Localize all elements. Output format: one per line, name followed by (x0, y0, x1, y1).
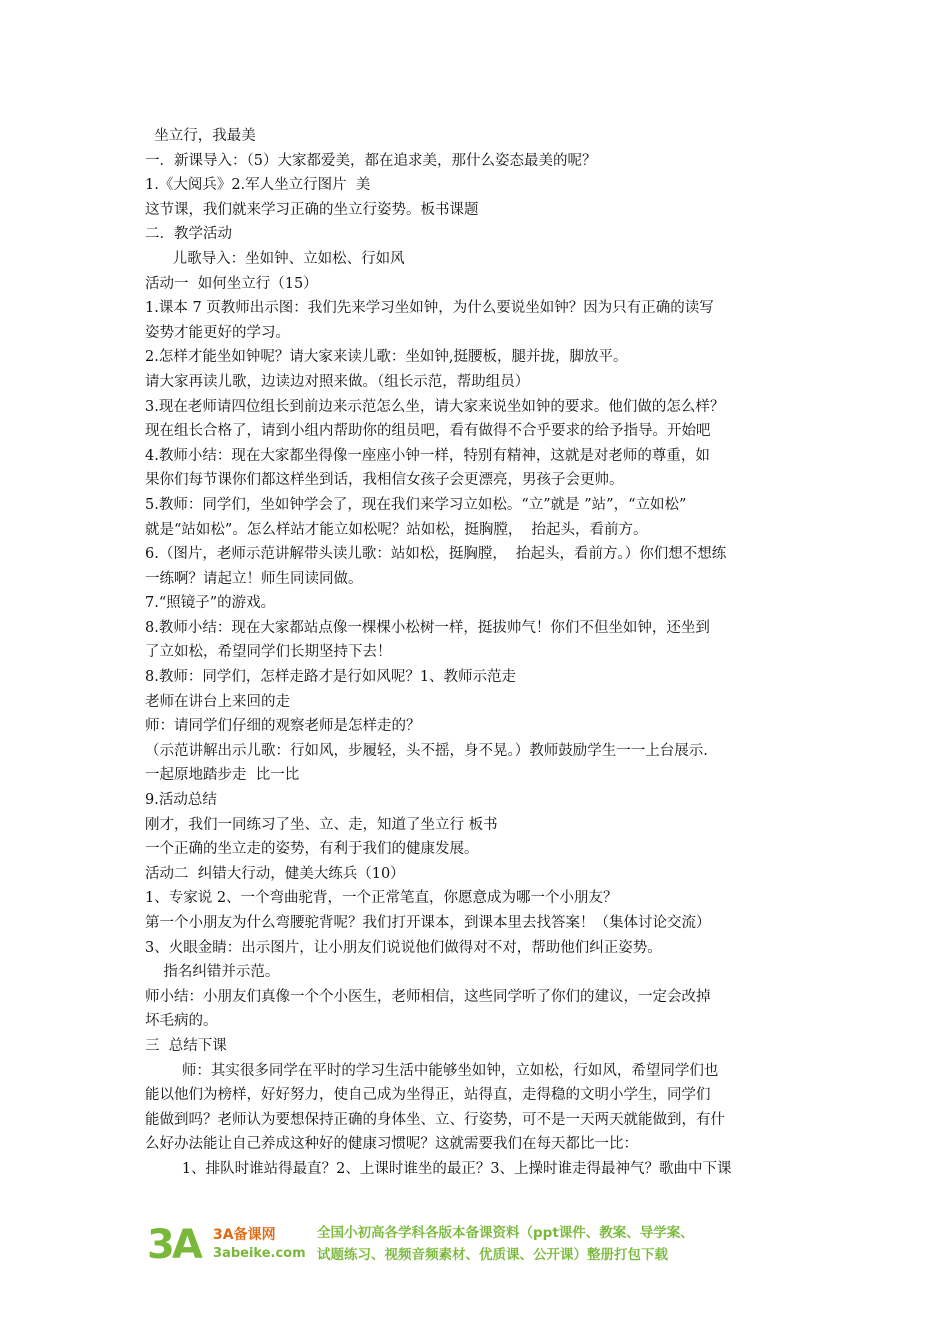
text-line: 师小结：小朋友们真像一个个小医生，老师相信，这些同学听了你们的建议，一定会改掉 (145, 988, 711, 1005)
text-line: 第一个小朋友为什么弯腰驼背呢？我们打开课本，到课本里去找答案！（集体讨论交流） (145, 915, 711, 931)
text-line: 坏毛病的。 (145, 1013, 218, 1030)
text-line: 三 总结下课 (145, 1037, 227, 1054)
text-line: 一练啊？请起立！师生同读同做。 (145, 570, 363, 587)
text-line: 师：其实很多同学在平时的学习生活中能够坐如钟，立如松，行如风，希望同学们也 (145, 1062, 719, 1079)
text-line: 1.课本 7 页教师出示图：我们先来学习坐如钟，为什么要说坐如钟？因为只有正确的读写 (145, 300, 714, 317)
text-line: 果你们每节课你们都这样坐到话，我相信女孩子会更漂亮，男孩子会更帅。 (145, 472, 624, 489)
text-line: 能以他们为榜样，好好努力，使自己成为坐得正，站得直，走得稳的文明小学生，同学们 (145, 1087, 711, 1104)
text-line: 能做到吗？老师认为要想保持正确的身体坐、立、行姿势，可不是一天两天就能做到，有什 (145, 1111, 725, 1128)
text-line: 刚才，我们一同练习了坐、立、走，知道了坐立行 板书 (145, 816, 498, 833)
text-line: 请大家再读儿歌，边读边对照来做。（组长示范，帮助组员） (145, 373, 530, 390)
text-line: 指名纠错并示范。 (145, 964, 280, 981)
text-line: 一个正确的坐立走的姿势，有利于我们的健康发展。 (145, 841, 479, 858)
footer-banner (145, 1218, 810, 1274)
slogan-line-1: 全国小初高各学科各版本备课资料（ppt课件、教案、导学案、 (317, 1225, 694, 1241)
text-line: 1、专家说 2、一个弯曲驼背，一个正常笔直，你愿意成为哪一个小朋友？ (145, 890, 618, 907)
logo-domain: 3abeike.com (213, 1246, 306, 1261)
text-line: 这节课，我们就来学习正确的坐立行姿势。板书课题 (145, 201, 479, 218)
text-line: 儿歌导入：坐如钟、立如松、行如风 (145, 250, 405, 267)
text-line: 活动一 如何坐立行（15） (145, 275, 318, 292)
text-line: 8.教师小结：现在大家都站点像一棵棵小松树一样，挺拔帅气！你们不但坐如钟，还坐到 (145, 619, 710, 636)
text-line: 4.教师小结：现在大家都坐得像一座座小钟一样，特别有精神，这就是对老师的尊重，如 (145, 447, 710, 464)
text-line: 么好办法能让自己养成这种好的健康习惯呢？这就需要我们在每天都比一比： (145, 1136, 638, 1153)
footer-slogan (317, 1222, 812, 1266)
text-line: 活动二 纠错大行动，健美大练兵（10） (145, 865, 405, 882)
logo-mark: 3A (147, 1222, 200, 1268)
text-line: 5.教师：同学们，坐如钟学会了，现在我们来学习立如松。“立”就是 ”站”，“立如松” (145, 496, 687, 513)
text-line: 6.（图片，老师示范讲解带头读儿歌：站如松，挺胸膛， 抬起头，看前方。）你们想不想练 (145, 546, 727, 563)
text-line: 一．新课导入：（5）大家都爱美，都在追求美，那什么姿态最美的呢？ (145, 152, 597, 169)
slogan-line-2: 试题练习、视频音频素材、优质课、公开课）整册打包下载 (317, 1247, 668, 1263)
text-line: 3.现在老师请四位组长到前边来示范怎么坐，请大家来说坐如钟的要求。他们做的怎么样？ (145, 398, 725, 415)
text-line: 师：请同学们仔细的观察老师是怎样走的？ (145, 718, 421, 735)
text-line: 9.活动总结 (145, 792, 217, 809)
text-line: 3、火眼金睛：出示图片，让小朋友们说说他们做得对不对，帮助他们纠正姿势。 (145, 939, 662, 956)
text-line: 姿势才能更好的学习。 (145, 324, 290, 341)
text-line: 坐立行，我最美 (145, 128, 256, 144)
text-line: （示范讲解出示儿歌：行如风，步履轻，头不摇，身不晃。）教师鼓励学生一一上台展示. (145, 742, 708, 759)
text-line: 老师在讲台上来回的走 (145, 693, 290, 710)
text-line: 二．教学活动 (145, 226, 232, 243)
site-logo[interactable] (145, 1218, 306, 1274)
logo-chinese-name: 3A备课网 (213, 1227, 276, 1243)
text-line: 现在组长合格了，请到小组内帮助你的组员吧，看有做得不合乎要求的给予指导。开始吧 (145, 423, 711, 440)
text-line: 2.怎样才能坐如钟呢？请大家来读儿歌：坐如钟,挺腰板，腿并拢，脚放平。 (145, 349, 628, 366)
text-line: 1、排队时谁站得最直？2、上课时谁坐的最正？3、上操时谁走得最神气？歌曲中下课 (145, 1160, 732, 1177)
text-line: 一起原地踏步走 比一比 (145, 767, 300, 784)
document-body (145, 124, 810, 1182)
text-line: 1.《大阅兵》2.军人坐立行图片 美 (145, 177, 371, 194)
text-line: 7.“照镜子”的游戏。 (145, 595, 276, 612)
text-line: 8.教师：同学们，怎样走路才是行如风呢？1、教师示范走 (145, 669, 517, 686)
text-line: 了立如松，希望同学们长期坚持下去！ (145, 644, 392, 661)
text-line: 就是“站如松”。怎么样站才能立如松呢？站如松，挺胸膛， 抬起头，看前方。 (145, 521, 648, 538)
